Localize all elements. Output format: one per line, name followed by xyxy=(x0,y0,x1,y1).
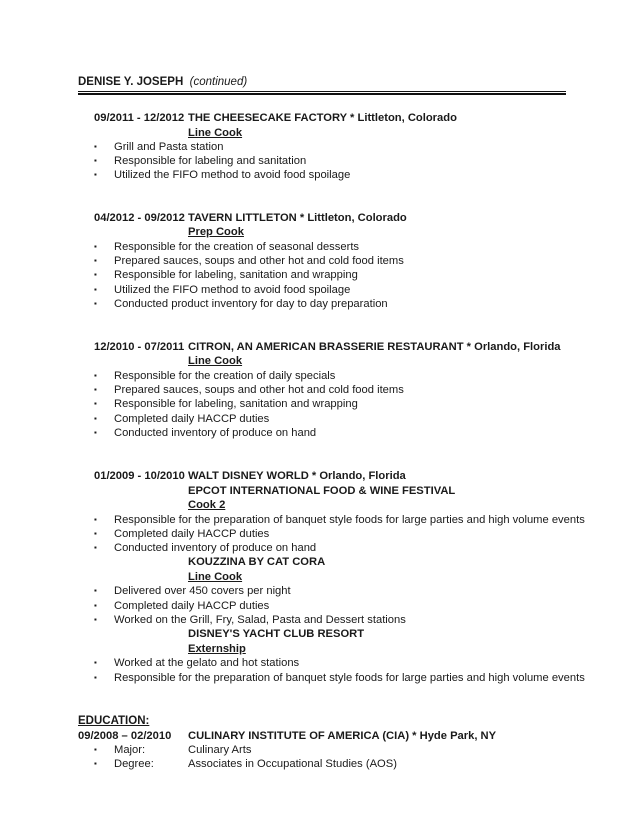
job-subsection-name: DISNEY'S YACHT CLUB RESORT xyxy=(188,628,365,640)
bullet-icon: ▪ xyxy=(94,543,97,552)
job-bullet: Prepared sauces, soups and other hot and cold food items xyxy=(114,384,404,396)
bullet-icon: ▪ xyxy=(94,385,97,394)
bullet-icon: ▪ xyxy=(94,285,97,294)
job-employer: WALT DISNEY WORLD * Orlando, Florida xyxy=(188,470,406,482)
job-bullet: Responsible for labeling, sanitation and wrapping xyxy=(114,398,358,410)
job-bullet: Completed daily HACCP duties xyxy=(114,600,270,612)
job-bullet: Conducted product inventory for day to day preparation xyxy=(114,298,388,310)
job-employer: CITRON, AN AMERICAN BRASSERIE RESTAURANT * Orlando, Florida xyxy=(188,341,561,353)
bullet-icon: ▪ xyxy=(94,270,97,279)
bullet-icon: ▪ xyxy=(94,414,97,423)
bullet-icon: ▪ xyxy=(94,242,97,251)
bullet-icon: ▪ xyxy=(94,658,97,667)
bullet-icon: ▪ xyxy=(94,371,97,380)
job-subsection-name: KOUZZINA BY CAT CORA xyxy=(188,556,326,568)
job-bullet: Worked on the Grill, Fry, Salad, Pasta and Dessert stations xyxy=(114,614,406,626)
job-dates: 01/2009 - 10/2010 xyxy=(94,470,185,482)
bullet-icon: ▪ xyxy=(94,515,97,524)
job-bullet: Delivered over 450 covers per night xyxy=(114,585,291,597)
bullet-icon: ▪ xyxy=(94,156,97,165)
candidate-name: DENISE Y. JOSEPH xyxy=(78,76,184,88)
job-bullet: Completed daily HACCP duties xyxy=(114,528,270,540)
education-heading: EDUCATION: xyxy=(78,715,150,727)
job-title: Line Cook xyxy=(188,571,243,583)
job-title: Line Cook xyxy=(188,127,243,139)
education-detail-value: Culinary Arts xyxy=(188,744,252,756)
job-bullet: Utilized the FIFO method to avoid food spoilage xyxy=(114,284,351,296)
job-bullet: Responsible for the creation of seasonal desserts xyxy=(114,241,360,253)
job-dates: 04/2012 - 09/2012 xyxy=(94,212,185,224)
job-bullet: Prepared sauces, soups and other hot and cold food items xyxy=(114,255,404,267)
header-name-line xyxy=(78,75,247,89)
bullet-icon: ▪ xyxy=(94,256,97,265)
job-dates: 09/2011 - 12/2012 xyxy=(94,112,185,124)
bullet-icon: ▪ xyxy=(94,299,97,308)
bullet-icon: ▪ xyxy=(94,399,97,408)
continued-label: (continued) xyxy=(189,76,248,88)
bullet-icon: ▪ xyxy=(94,759,97,768)
bullet-icon: ▪ xyxy=(94,745,97,754)
job-bullet: Worked at the gelato and hot stations xyxy=(114,657,300,669)
job-bullet: Completed daily HACCP duties xyxy=(114,413,270,425)
job-subsection-name: EPCOT INTERNATIONAL FOOD & WINE FESTIVAL xyxy=(188,485,456,497)
education-dates: 09/2008 – 02/2010 xyxy=(78,730,172,742)
job-employer: THE CHEESECAKE FACTORY * Littleton, Colorado xyxy=(188,112,457,124)
job-bullet: Grill and Pasta station xyxy=(114,141,224,153)
education-detail-label: Degree: xyxy=(114,758,154,770)
job-bullet: Responsible for the preparation of banquet style foods for large parties and high volume events xyxy=(114,672,585,684)
job-dates: 12/2010 - 07/2011 xyxy=(94,341,185,353)
bullet-icon: ▪ xyxy=(94,428,97,437)
job-bullet: Responsible for labeling and sanitation xyxy=(114,155,307,167)
job-title: Line Cook xyxy=(188,355,243,367)
job-bullet: Conducted inventory of produce on hand xyxy=(114,427,317,439)
bullet-icon: ▪ xyxy=(94,529,97,538)
job-bullet: Conducted inventory of produce on hand xyxy=(114,542,317,554)
job-bullet: Utilized the FIFO method to avoid food spoilage xyxy=(114,169,351,181)
bullet-icon: ▪ xyxy=(94,673,97,682)
job-title: Cook 2 xyxy=(188,499,226,511)
job-title: Prep Cook xyxy=(188,226,244,238)
job-employer: TAVERN LITTLETON * Littleton, Colorado xyxy=(188,212,407,224)
bullet-icon: ▪ xyxy=(94,615,97,624)
header-rule-thin xyxy=(78,91,566,92)
bullet-icon: ▪ xyxy=(94,170,97,179)
header-rule-thick xyxy=(78,93,566,95)
job-bullet: Responsible for labeling, sanitation and wrapping xyxy=(114,269,358,281)
education-detail-label: Major: xyxy=(114,744,146,756)
job-title: Externship xyxy=(188,643,246,655)
education-school: CULINARY INSTITUTE OF AMERICA (CIA) * Hyde Park, NY xyxy=(188,730,497,742)
education-detail-value: Associates in Occupational Studies (AOS) xyxy=(188,758,397,770)
bullet-icon: ▪ xyxy=(94,142,97,151)
bullet-icon: ▪ xyxy=(94,601,97,610)
bullet-icon: ▪ xyxy=(94,586,97,595)
job-bullet: Responsible for the creation of daily specials xyxy=(114,370,336,382)
job-bullet: Responsible for the preparation of banquet style foods for large parties and high volume events xyxy=(114,514,585,526)
